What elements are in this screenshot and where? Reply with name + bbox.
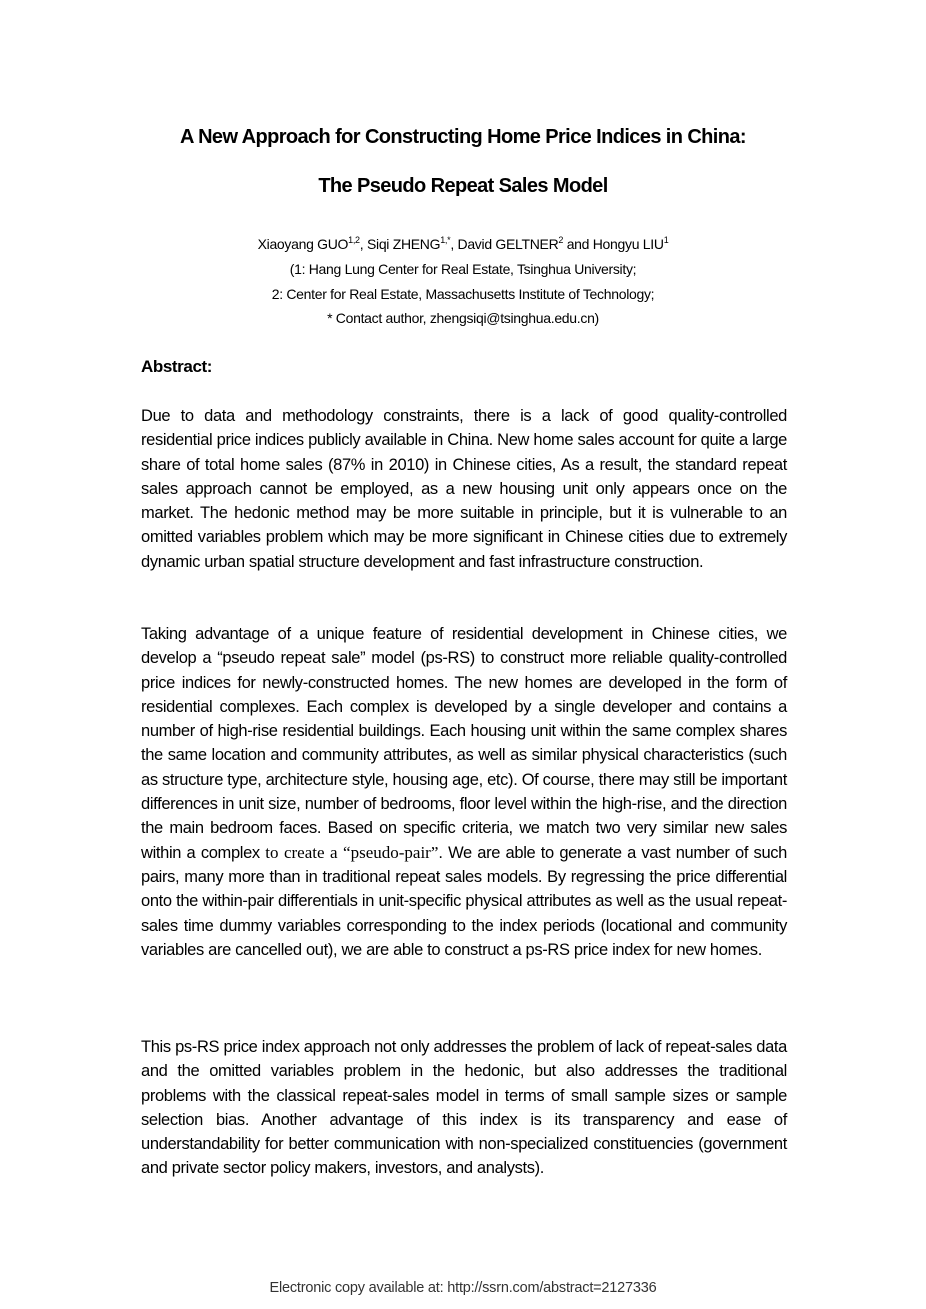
- author-name: Xiaoyang GUO: [257, 236, 349, 252]
- abstract-paragraph-3: This ps-RS price index approach not only addresses the problem of lack of repeat-sales data and the omitted variables problem in the hedonic, but also addresses the traditional problems with the classical repeat-sales model in terms of small sample sizes or sample selection bias. Another advantage of this index is its transparency and ease of understandability for better communication with non-specialized constituencies (government and private sector policy makers, investors, and analysts).: [141, 1038, 787, 1178]
- affiliation-line-2: 2: Center for Real Estate, Massachusetts Institute of Technology;: [271, 286, 655, 302]
- abstract-paragraph-2-part-a: Taking advantage of a unique feature of residential development in Chinese cities, we develop a “pseudo repeat sale” model (ps-RS) to construct more reliable quality-controlled price indices for newly-constructed homes. The new homes are developed in the form of residential complexes. Each complex is developed by a single developer and contains a number of high-rise residential buildings. Each housing unit within the same complex shares the same location and community attributes, as well as similar physical characteristics (such as structure type, architecture style, housing age, etc). Of course, there may still be important differences in unit size, number of bedrooms, floor level within the high-rise, and the direction the main bedroom faces. Based on specific criteria, we match two very similar new sales within a complex: [141, 625, 787, 862]
- author-name: Hongyu LIU: [592, 236, 664, 252]
- author-list: [0, 236, 926, 252]
- author-separator: and: [563, 236, 593, 252]
- paper-title-line-2: The Pseudo Repeat Sales Model: [318, 175, 608, 197]
- paper-title-line-1: A New Approach for Constructing Home Price Indices in China:: [180, 126, 746, 148]
- author-separator: ,: [359, 236, 367, 252]
- author-name: David GELTNER: [457, 236, 559, 252]
- author-separator: ,: [450, 236, 458, 252]
- ssrn-footer: Electronic copy available at: http://ssrn.com/abstract=2127336: [269, 1280, 657, 1296]
- abstract-paragraph-2-part-c: . We are able to generate a vast number of such pairs, many more than in traditional repeat sales models. By regressing the price differential onto the within-pair differentials in unit-specific physical attributes as well as the usual repeat-sales time dummy variables corresponding to the index periods (locational and community variables are cancelled out), we are able to construct a ps-RS price index for new homes.: [141, 843, 787, 959]
- affiliation-line-1: (1: Hang Lung Center for Real Estate, Tsinghua University;: [289, 261, 637, 277]
- abstract-heading: Abstract:: [141, 357, 213, 376]
- abstract-paragraph-2: [141, 622, 787, 962]
- author-affiliation-mark: 1,2: [348, 235, 360, 245]
- author-affiliation-mark: 1: [663, 235, 669, 245]
- author-affiliation-mark: 2: [558, 235, 564, 245]
- contact-line: * Contact author, zhengsiqi@tsinghua.edu.cn): [327, 310, 599, 326]
- author-name: Siqi ZHENG: [366, 236, 441, 252]
- author-affiliation-mark: 1,*: [440, 235, 451, 245]
- abstract-paragraph-2-part-b: to create a “pseudo-pair”: [265, 842, 439, 862]
- abstract-paragraph-1: Due to data and methodology constraints, there is a lack of good quality-controlled residential price indices publicly available in China. New home sales account for quite a large share of total home sales (87% in 2010) in Chinese cities, As a result, the standard repeat sales approach cannot be employed, as a new housing unit only appears once on the market. The hedonic method may be more suitable in principle, but it is vulnerable to an omitted variables problem which may be more significant in Chinese cities due to extremely dynamic urban spatial structure development and fast infrastructure construction.: [141, 407, 787, 571]
